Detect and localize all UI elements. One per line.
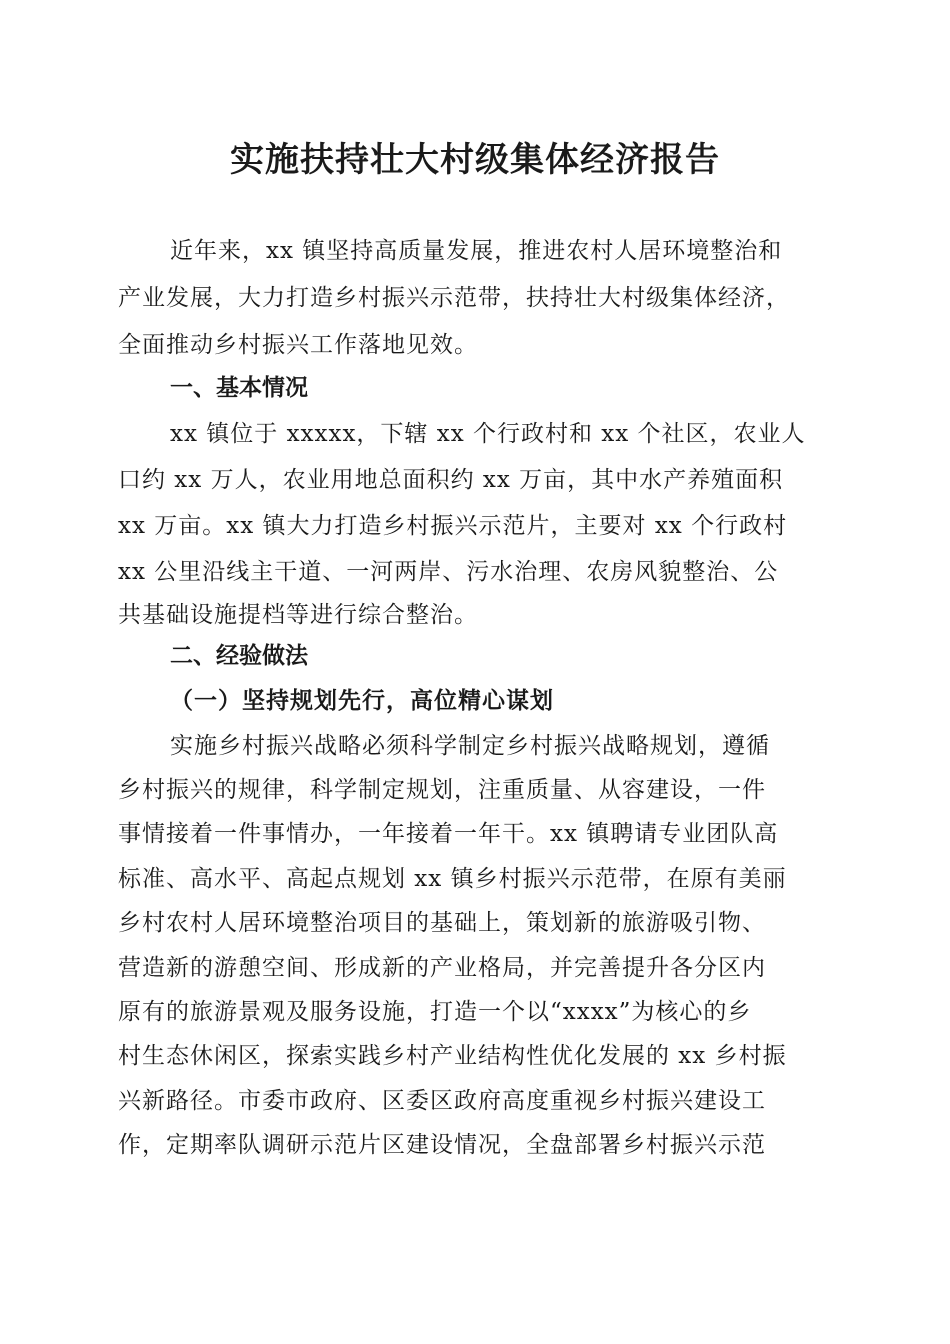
section-2-line-7: 原有的旅游景观及服务设施，打造一个以“xxxx”为核心的乡 bbox=[118, 999, 752, 1025]
section-1-line-5: 共基础设施提档等进行综合整治。 bbox=[118, 602, 478, 628]
section-2-line-9: 兴新路径。市委市政府、区委区政府高度重视乡村振兴建设工 bbox=[118, 1088, 766, 1114]
section-2-heading: 二、经验做法 bbox=[170, 643, 308, 669]
section-2-line-2: 乡村振兴的规律，科学制定规划，注重质量、从容建设，一件 bbox=[118, 777, 766, 803]
section-1-line-2: 口约 xx 万人，农业用地总面积约 xx 万亩，其中水产养殖面积 bbox=[118, 467, 784, 493]
section-2-line-8: 村生态休闲区，探索实践乡村产业结构性优化发展的 xx 乡村振 bbox=[118, 1043, 787, 1069]
intro-line-1: 近年来，xx 镇坚持高质量发展，推进农村人居环境整治和 bbox=[170, 238, 783, 264]
section-2-line-10: 作，定期率队调研示范片区建设情况，全盘部署乡村振兴示范 bbox=[118, 1132, 766, 1158]
intro-line-3: 全面推动乡村振兴工作落地见效。 bbox=[118, 332, 478, 358]
section-2-line-5: 乡村农村人居环境整治项目的基础上，策划新的旅游吸引物、 bbox=[118, 910, 766, 936]
section-1-line-1: xx 镇位于 xxxxx，下辖 xx 个行政村和 xx 个社区，农业人 bbox=[170, 421, 806, 447]
section-2-subheading: （一）坚持规划先行，高位精心谋划 bbox=[170, 687, 554, 714]
section-2-line-4: 标准、高水平、高起点规划 xx 镇乡村振兴示范带，在原有美丽 bbox=[118, 866, 787, 892]
section-2-line-6: 营造新的游憩空间、形成新的产业格局，并完善提升各分区内 bbox=[118, 955, 766, 981]
document-title: 实施扶持壮大村级集体经济报告 bbox=[230, 140, 720, 180]
section-2-line-3: 事情接着一件事情办，一年接着一年干。xx 镇聘请专业团队高 bbox=[118, 821, 779, 847]
section-2-line-1: 实施乡村振兴战略必须科学制定乡村振兴战略规划，遵循 bbox=[170, 733, 770, 759]
intro-line-2: 产业发展，大力打造乡村振兴示范带，扶持壮大村级集体经济， bbox=[118, 285, 790, 311]
section-1-line-4: xx 公里沿线主干道、一河两岸、污水治理、农房风貌整治、公 bbox=[118, 559, 779, 585]
section-1-heading: 一、基本情况 bbox=[170, 375, 308, 401]
section-1-line-3: xx 万亩。xx 镇大力打造乡村振兴示范片，主要对 xx 个行政村 bbox=[118, 513, 788, 539]
